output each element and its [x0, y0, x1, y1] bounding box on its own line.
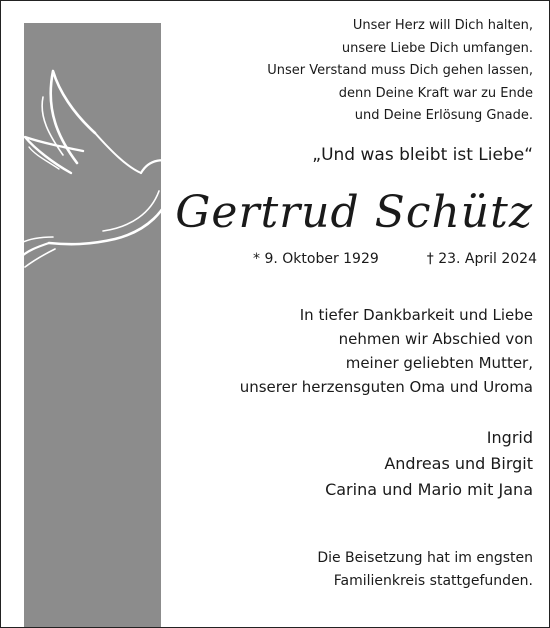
funeral-line: Familienkreis stattgefunden. [333, 573, 533, 589]
farewell-line: In tiefer Dankbarkeit und Liebe [299, 306, 533, 324]
dove-icon [19, 51, 219, 271]
farewell-text [213, 303, 533, 399]
farewell-line: unserer herzensguten Oma und Uroma [239, 378, 533, 396]
birth-date: * 9. Oktober 1929 [253, 251, 379, 267]
death-date: † 23. April 2024 [426, 251, 537, 267]
poem-line: und Deine Erlösung Gnade. [354, 108, 533, 123]
quote: „Und was bleibt ist Liebe“ [312, 145, 533, 165]
poem-line: Unser Verstand muss Dich gehen lassen, [267, 63, 533, 78]
poem-line: unsere Liebe Dich umfangen. [341, 40, 533, 56]
mourner-entry: Ingrid [486, 428, 533, 447]
farewell-line: nehmen wir Abschied von [338, 330, 533, 348]
mourner-entry: Andreas und Birgit [384, 454, 533, 473]
deceased-name: Gertrud Schütz [175, 187, 533, 238]
funeral-note [233, 547, 533, 593]
poem-line: Unser Herz will Dich halten, [352, 18, 533, 33]
poem-line: denn Deine Kraft war zu Ende [338, 85, 533, 101]
poem [193, 15, 533, 128]
mourner-entry: Carina und Mario mit Jana [325, 480, 533, 499]
mourners-list [233, 425, 533, 503]
farewell-line: meiner geliebten Mutter, [345, 354, 533, 372]
funeral-line: Die Beisetzung hat im engsten [317, 550, 533, 566]
